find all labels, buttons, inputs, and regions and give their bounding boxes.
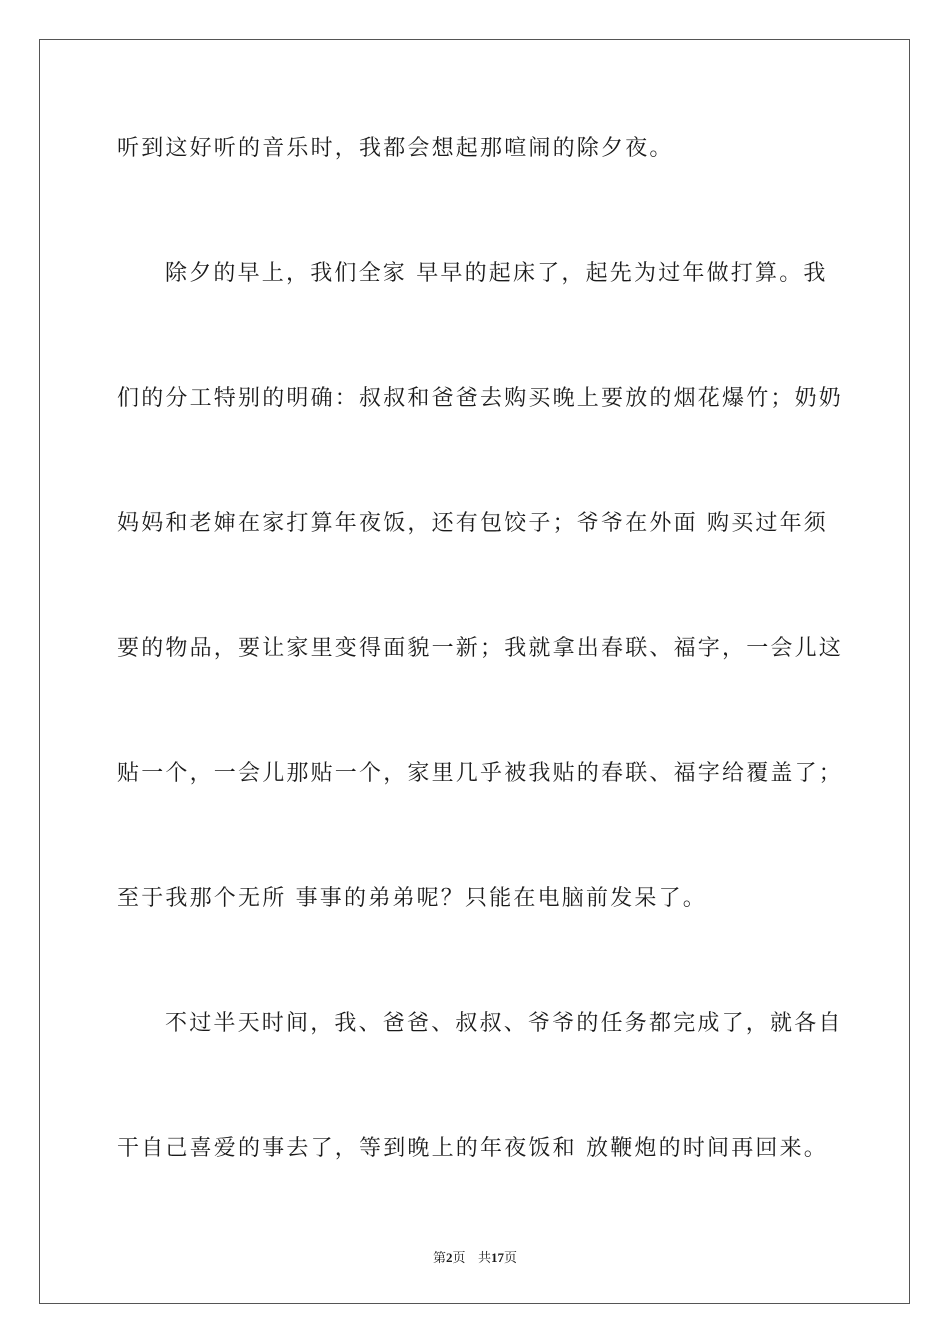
total-pages: 17 <box>490 1250 504 1265</box>
page-footer <box>0 1247 950 1266</box>
text-line-7: 至于我那个无所 事事的弟弟呢？只能在电脑前发呆了。 <box>117 886 707 911</box>
total-prefix: 共 <box>477 1251 491 1266</box>
text-line-4: 妈妈和老婶在家打算年夜饭，还有包饺子；爷爷在外面 购买过年须 <box>117 511 828 536</box>
text-line-5: 要的物品，要让家里变得面貌一新；我就拿出春联、福字，一会儿这 <box>117 636 844 661</box>
text-line-3: 们的分工特别的明确：叔叔和爸爸去购买晚上要放的烟花爆竹；奶奶 <box>117 386 844 411</box>
text-line-2: 除夕的早上，我们全家 早早的起床了，起先为过年做打算。我 <box>165 261 828 286</box>
text-line-8: 不过半天时间，我、爸爸、叔叔、爷爷的任务都完成了，就各自 <box>165 1011 843 1036</box>
page-prefix: 第 <box>433 1251 447 1266</box>
page-frame <box>39 39 910 1304</box>
page-suffix: 页 <box>452 1251 466 1266</box>
total-suffix: 页 <box>503 1251 517 1266</box>
text-line-1: 听到这好听的音乐时，我都会想起那喧闹的除夕夜。 <box>117 136 674 161</box>
text-line-9: 干自己喜爱的事去了，等到晚上的年夜饭和 放鞭炮的时间再回来。 <box>117 1136 828 1161</box>
page-number: 2 <box>446 1250 453 1265</box>
text-line-6: 贴一个，一会儿那贴一个，家里几乎被我贴的春联、福字给覆盖了； <box>117 761 844 786</box>
